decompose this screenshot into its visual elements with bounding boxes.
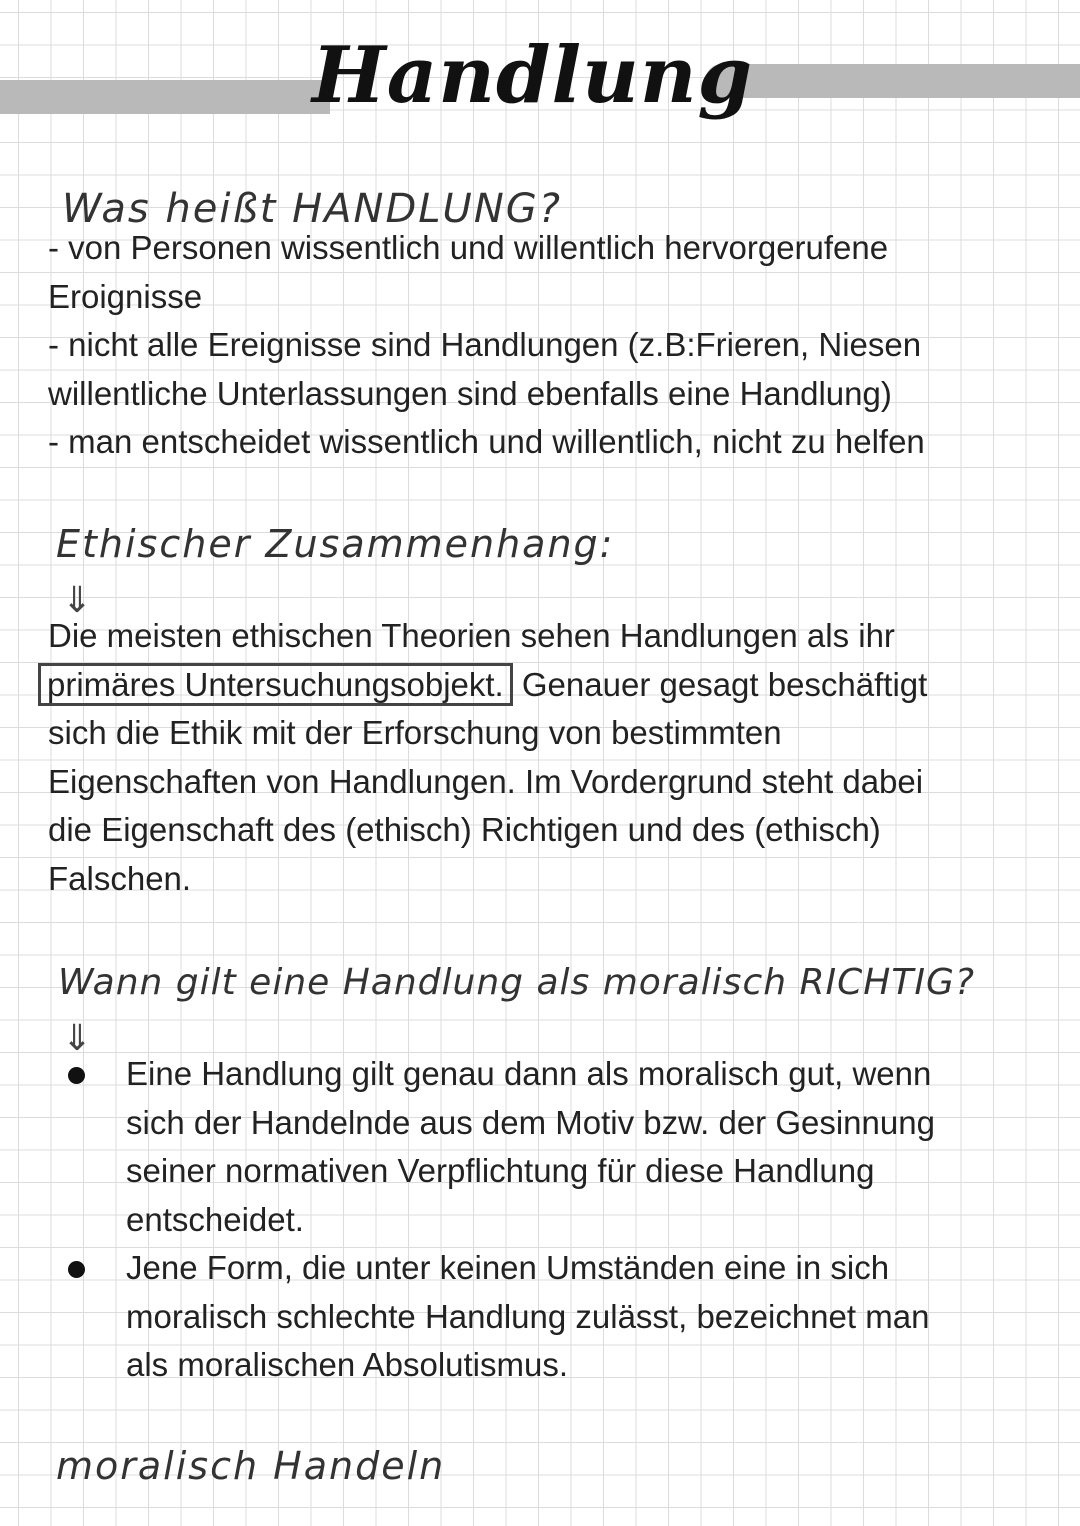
double-arrow-down-icon: ⇓ bbox=[62, 580, 93, 621]
list-item bbox=[60, 1050, 1040, 1244]
text-line: als moralischen Absolutismus. bbox=[126, 1346, 569, 1383]
ethics-paragraph bbox=[48, 612, 1048, 903]
text-line: Falschen. bbox=[48, 859, 192, 897]
heading-ethischer-zusammenhang: Ethischer Zusammenhang: bbox=[56, 522, 615, 566]
title-bar-right bbox=[705, 64, 1080, 98]
text-line: entscheidet. bbox=[126, 1200, 304, 1238]
text-line: - von Personen wissentlich und willentlich hervorgerufene bbox=[48, 229, 889, 266]
text-line: Die meisten ethischen Theorien sehen Handlungen als ihr bbox=[48, 617, 895, 654]
bullet-dot-icon bbox=[68, 1067, 85, 1084]
text-line: Eine Handlung gilt genau dann als moralisch gut, wenn bbox=[126, 1055, 932, 1092]
heading-wann-richtig: Wann gilt eine Handlung als moralisch RICHTIG? bbox=[58, 962, 975, 1003]
text-line: Eigenschaften von Handlungen. Im Vordergrund steht dabei bbox=[48, 762, 924, 800]
list-item bbox=[60, 1244, 1040, 1390]
text-line: seiner normativen Verpflichtung für diese Handlung bbox=[126, 1152, 875, 1189]
text-line: - nicht alle Ereignisse sind Handlungen (z.B:Frieren, Niesen bbox=[48, 326, 922, 363]
text-line: sich der Handelnde aus dem Motiv bzw. der Gesinnung bbox=[126, 1103, 935, 1141]
text-line: - man entscheidet wissentlich und willentlich, nicht zu helfen bbox=[48, 423, 925, 460]
title-bar-left bbox=[0, 80, 330, 114]
text-line: moralisch schlechte Handlung zulässt, bezeichnet man bbox=[126, 1297, 930, 1335]
bullet-dot-icon bbox=[68, 1261, 85, 1278]
definition-paragraph bbox=[48, 224, 1048, 467]
text-line: die Eigenschaft des (ethisch) Richtigen und des (ethisch) bbox=[48, 811, 881, 848]
heading-was-heisst-handlung: Was heißt HANDLUNG? bbox=[62, 186, 562, 232]
text-line: Eroignisse bbox=[48, 277, 203, 315]
text-line: sich die Ethik mit der Erforschung von bestimmten bbox=[48, 714, 782, 751]
text-fragment: Genauer gesagt beschäftigt bbox=[521, 665, 928, 703]
highlight-box: primäres Untersuchungsobjekt. bbox=[38, 663, 513, 706]
heading-moralisch-handeln: moralisch Handeln bbox=[56, 1444, 446, 1488]
text-line: Jene Form, die unter keinen Umständen eine in sich bbox=[126, 1249, 890, 1286]
text-line bbox=[48, 661, 1048, 710]
page-title: Handlung bbox=[312, 30, 754, 121]
bullet-list bbox=[60, 1050, 1040, 1390]
double-arrow-down-icon: ⇓ bbox=[62, 1018, 93, 1059]
text-line: willentliche Unterlassungen sind ebenfalls eine Handlung) bbox=[48, 374, 892, 412]
